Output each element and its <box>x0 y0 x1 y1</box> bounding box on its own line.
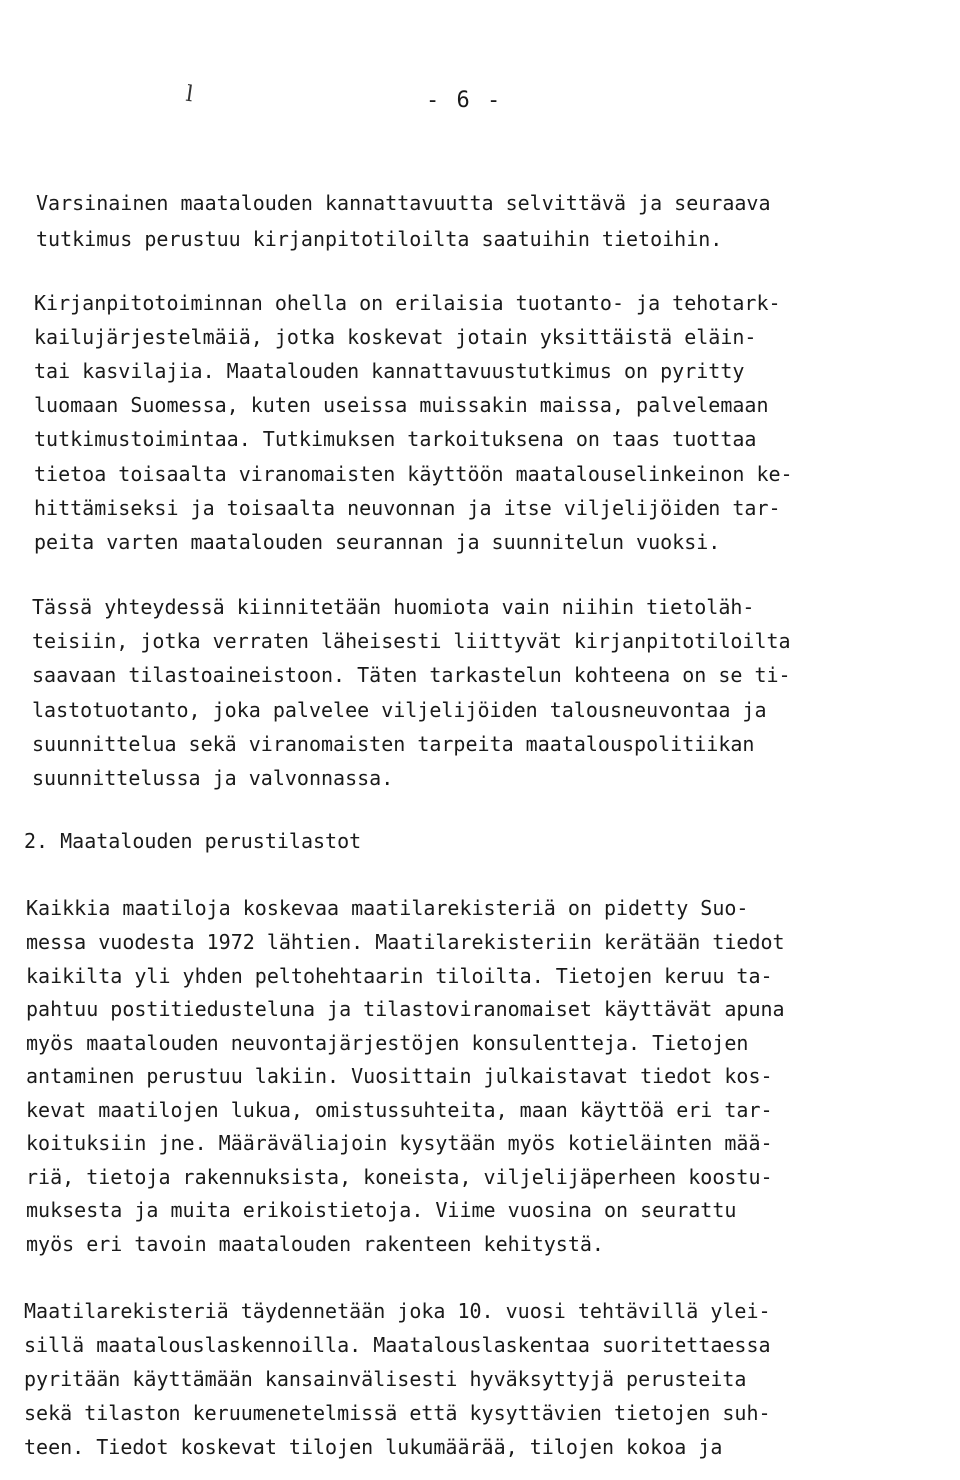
text-line: teen. Tiedot koskevat tilojen lukumäärää, tilojen kokoa ja <box>24 1435 723 1459</box>
text-line: pahtuu postitiedusteluna ja tilastoviranomaiset käyttävät apuna <box>26 997 785 1021</box>
text-line: teisiin, jotka verraten läheisesti liittyvät kirjanpitotiloilta <box>32 629 791 653</box>
text-line: peita varten maatalouden seurannan ja suunnitelun vuoksi. <box>34 530 721 554</box>
text-line: muksesta ja muita erikoistietoja. Viime vuosina on seurattu <box>26 1198 737 1222</box>
text-line: Varsinainen maatalouden kannattavuutta selvittävä ja seuraava <box>36 191 771 215</box>
text-line: myös eri tavoin maatalouden rakenteen kehitystä. <box>26 1232 604 1256</box>
text-line: tai kasvilajia. Maatalouden kannattavuustutkimus on pyritty <box>34 359 745 383</box>
text-line: tietoa toisaalta viranomaisten käyttöön maatalouselinkeinon ke- <box>34 462 793 486</box>
text-line: myös maatalouden neuvontajärjestöjen konsulentteja. Tietojen <box>26 1031 749 1055</box>
text-line: Kirjanpitotoiminnan ohella on erilaisia tuotanto- ja tehotark- <box>34 291 781 315</box>
text-line: koituksiin jne. Määräväliajoin kysytään myös kotieläinten mää- <box>26 1131 773 1155</box>
text-line: tutkimus perustuu kirjanpitotiloilta saatuihin tietoihin. <box>36 227 723 251</box>
margin-mark: l <box>184 81 195 108</box>
text-line: suunnittelussa ja valvonnassa. <box>32 766 394 790</box>
text-line: antaminen perustuu lakiin. Vuosittain julkaistavat tiedot kos- <box>26 1064 773 1088</box>
text-line: sillä maatalouslaskennoilla. Maatalouslaskentaa suoritettaessa <box>24 1333 771 1357</box>
text-line: sekä tilaston keruumenetelmissä että kysyttävien tietojen suh- <box>24 1401 771 1425</box>
text-line: kaikilta yli yhden peltohehtaarin tiloilta. Tietojen keruu ta- <box>26 964 773 988</box>
page-number: - 6 - <box>426 88 503 113</box>
text-line: Kaikkia maatiloja koskevaa maatilarekisteriä on pidetty Suo- <box>26 896 749 920</box>
text-line: Maatilarekisteriä täydennetään joka 10. vuosi tehtävillä ylei- <box>24 1299 771 1323</box>
text-line: saavaan tilastoaineistoon. Täten tarkastelun kohteena on se ti- <box>32 663 791 687</box>
text-line: Tässä yhteydessä kiinnitetään huomiota vain niihin tietoläh- <box>32 595 755 619</box>
text-line: riä, tietoja rakennuksista, koneista, viljelijäperheen koostu- <box>26 1165 773 1189</box>
text-line: pyritään käyttämään kansainvälisesti hyväksyttyjä perusteita <box>24 1367 747 1391</box>
text-line: kevat maatilojen lukua, omistussuhteita, maan käyttöä eri tar- <box>26 1098 773 1122</box>
text-line: lastotuotanto, joka palvelee viljelijöiden talousneuvontaa ja <box>32 698 767 722</box>
text-line: messa vuodesta 1972 lähtien. Maatilarekisteriin kerätään tiedot <box>26 930 785 954</box>
text-line: kailujärjestelmäiä, jotka koskevat jotain yksittäistä eläin- <box>34 325 757 349</box>
text-line: suunnittelua sekä viranomaisten tarpeita maatalouspolitiikan <box>32 732 755 756</box>
text-line: tutkimustoimintaa. Tutkimuksen tarkoituksena on taas tuottaa <box>34 427 757 451</box>
section-heading: 2. Maatalouden perustilastot <box>24 829 362 853</box>
text-line: hittämiseksi ja toisaalta neuvonnan ja itse viljelijöiden tar- <box>34 496 781 520</box>
text-line: luomaan Suomessa, kuten useissa muissakin maissa, palvelemaan <box>34 393 769 417</box>
